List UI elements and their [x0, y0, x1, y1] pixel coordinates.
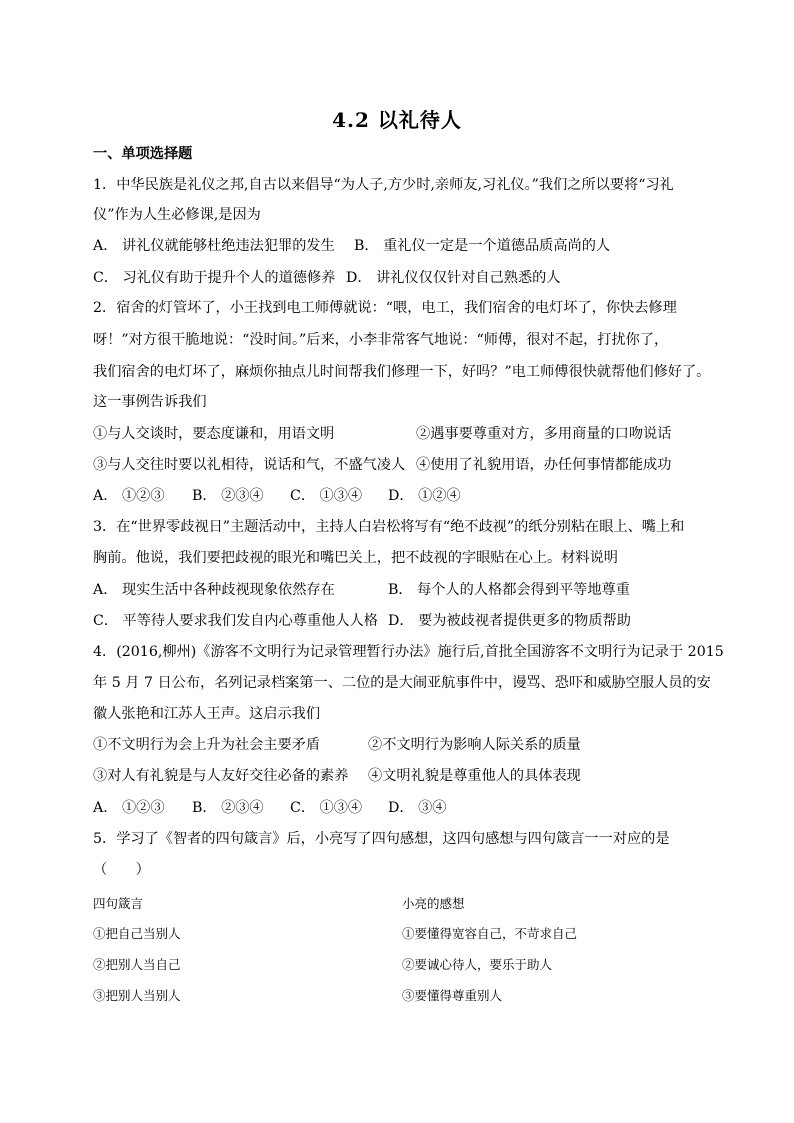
q1-option-c: C． 习礼仪有助于提升个人的道德修养 [93, 270, 336, 286]
q2-option-b: B． ②③④ [192, 488, 264, 504]
q3-option-b: B． 每个人的人格都会得到平等地尊重 [388, 582, 630, 598]
q2-item-4: ④使用了礼貌用语，办任何事情都能成功 [416, 457, 672, 473]
q1-option-a: A． 讲礼仪就能够杜绝违法犯罪的发生 [93, 238, 335, 254]
q1-stem-line2: 仪”作为人生必修课,是因为 [93, 207, 261, 223]
q4-option-d: D． ③④ [388, 800, 447, 816]
q2-option-d: D． ①②④ [388, 488, 461, 504]
q4-stem-line3: 徽人张艳和江苏人王声。这启示我们 [93, 706, 321, 722]
q1-stem-line1: 1．中华民族是礼仪之邦,自古以来倡导“为人子,方少时,亲师友,习礼仪。”我们之所以要将“习礼 [93, 177, 674, 193]
q1-option-d: D． 讲礼仪仅仅针对自己熟悉的人 [346, 270, 561, 286]
q3-option-c: C． 平等待人要求我们发自内心尊重他人人格 [93, 613, 378, 629]
q3-option-d: D． 要为被歧视者提供更多的物质帮助 [388, 613, 631, 629]
q2-stem-line2: 呀！”对方很干脆地说：“没时间。”后来，小李非常客气地说：“师傅，很对不起，打扰你了， [93, 332, 669, 348]
q5-stem-line1: 5．学习了《智者的四句箴言》后，小亮写了四句感想，这四句感想与四句箴言一一对应的是 [93, 831, 670, 847]
q4-item-4: ④文明礼貌是尊重他人的具体表现 [368, 768, 581, 784]
q2-item-2: ②遇事要尊重对方，多用商量的口吻说话 [416, 426, 672, 442]
q4-option-a: A． ①②③ [93, 800, 165, 816]
section-heading: 一、单项选择题 [93, 146, 193, 162]
q3-stem-line1: 3．在“世界零歧视日”主题活动中，主持人白岩松将写有“绝不歧视”的纸分别粘在眼上、嘴上和 [93, 519, 685, 535]
q2-stem-line1: 2．宿舍的灯管坏了，小王找到电工师傅就说：“喂，电工，我们宿舍的电灯坏了，你快去修理 [93, 300, 677, 316]
q3-option-a: A． 现实生活中各种歧视现象依然存在 [93, 582, 335, 598]
q4-stem-line1: 4．(2016,柳州)《游客不文明行为记录管理暂行办法》施行后,首批全国游客不文明行为记录于 2015 [93, 644, 724, 660]
q3-stem-line2: 胸前。他说，我们要把歧视的眼光和嘴巴关上，把不歧视的字眼贴在心上。材料说明 [93, 550, 618, 566]
q5-stem-line2: （ ） [93, 862, 150, 878]
q5-right-header: 小亮的感想 [402, 896, 465, 911]
q5-right-item-1: ①要懂得宽容自己，不苛求自己 [402, 926, 578, 941]
q5-left-item-3: ③把别人当别人 [93, 988, 181, 1003]
q5-right-item-2: ②要诚心待人，要乐于助人 [402, 957, 553, 972]
q2-item-3: ③与人交往时要以礼相待，说话和气，不盛气凌人 [93, 457, 406, 473]
q5-left-item-1: ①把自己当别人 [93, 926, 181, 941]
q1-option-b: B． 重礼仪一定是一个道德品质高尚的人 [354, 238, 611, 254]
q4-stem-line2: 年 5 月 7 日公布，名列记录档案第一、二位的是大闹亚航事件中，谩骂、恐吓和威胁空服人员的安 [93, 675, 711, 691]
q4-option-c: C． ①③④ [290, 800, 363, 816]
q2-option-a: A． ①②③ [93, 488, 165, 504]
q5-right-item-3: ③要懂得尊重别人 [402, 988, 503, 1003]
q4-item-3: ③对人有礼貌是与人友好交往必备的素养 [93, 768, 349, 784]
q2-stem-line3: 我们宿舍的电灯坏了，麻烦你抽点儿时间帮我们修理一下，好吗？”电工师傅很快就帮他们修好了。 [93, 364, 711, 380]
q4-option-b: B． ②③④ [192, 800, 264, 816]
q4-item-2: ②不文明行为影响人际关系的质量 [368, 737, 581, 753]
q2-item-1: ①与人交谈时，要态度谦和，用语文明 [93, 426, 335, 442]
page-title: 4.2 以礼待人 [332, 108, 462, 132]
q5-left-header: 四句箴言 [93, 896, 144, 911]
q5-left-item-2: ②把别人当自己 [93, 957, 181, 972]
q4-item-1: ①不文明行为会上升为社会主要矛盾 [93, 737, 321, 753]
q2-option-c: C． ①③④ [290, 488, 363, 504]
q2-stem-line4: 这一事例告诉我们 [93, 394, 207, 410]
